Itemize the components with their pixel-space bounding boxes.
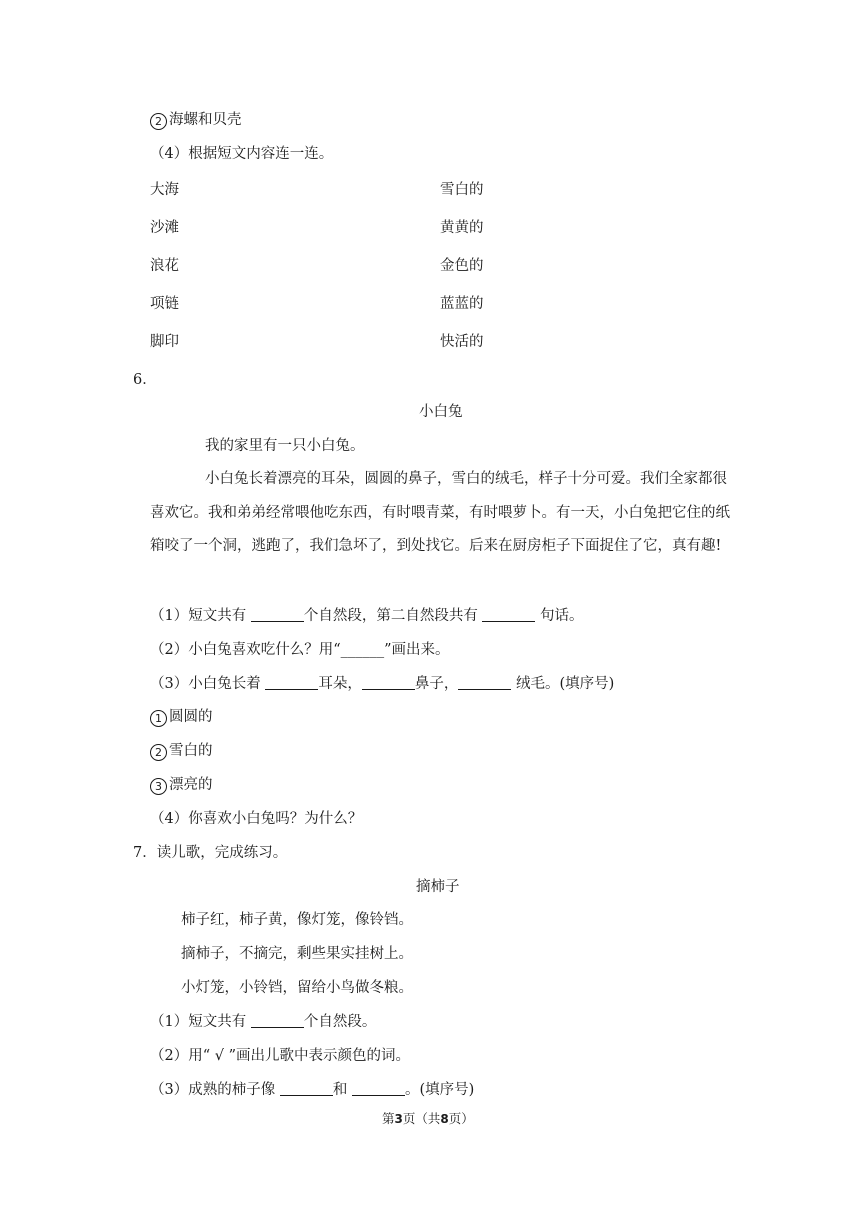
poem-line: 摘柿子，不摘完，剩些果实挂树上。 (181, 946, 413, 962)
poem-line: 小灯笼，小铃铛，留给小鸟做冬粮。 (181, 980, 413, 996)
answer-blank[interactable] (251, 1015, 304, 1028)
q7-heading: 7．读儿歌，完成练习。 (133, 845, 288, 861)
circled-number: 2 (150, 113, 167, 130)
answer-blank[interactable] (280, 1083, 333, 1096)
q6-para2: 小白兔长着漂亮的耳朵，圆圆的鼻子，雪白的绒毛，样子十分可爱。我们全家都很喜欢它。我和弟弟经常喂他吃东西，有时喂青菜，有时喂萝卜。有一天，小白兔把它住的纸箱咬了一个洞，逃跑了，我们急坏了，到处找它。后来在厨房柜子下面捉住了它，真有趣! (150, 471, 730, 554)
answer-blank[interactable] (251, 609, 304, 622)
answer-blank[interactable] (362, 677, 415, 690)
answer-blank[interactable] (265, 677, 318, 690)
circled-number: 3 (150, 778, 167, 795)
answer-blank[interactable] (458, 677, 511, 690)
q6-number: 6． (133, 372, 157, 388)
right-word: 雪白的 (440, 182, 484, 198)
circled-number: 1 (150, 710, 167, 727)
right-word: 快活的 (440, 334, 484, 350)
right-word: 黄黄的 (440, 220, 484, 236)
answer-blank[interactable] (482, 609, 535, 622)
q5-sub4: （4）根据短文内容连一连。 (150, 146, 334, 162)
q6-option-3: 3 漂亮的 (150, 778, 213, 795)
q7-sub3: （3）成熟的柿子像 和 。(填序号) (150, 1082, 475, 1098)
q6-para1: 我的家里有一只小白兔。 (205, 438, 365, 454)
left-word: 脚印 (150, 334, 179, 350)
q6-option-2: 2 雪白的 (150, 744, 213, 761)
q5-option-2: 2 海螺和贝壳 (150, 113, 242, 130)
right-word: 蓝蓝的 (440, 296, 484, 312)
right-word: 金色的 (440, 258, 484, 274)
page-footer: 第3页（共8页） (382, 1111, 474, 1126)
page-number: 3 (394, 1112, 403, 1126)
left-word: 项链 (150, 296, 179, 312)
left-word: 浪花 (150, 258, 179, 274)
q6-title: 小白兔 (419, 404, 463, 420)
q7-title: 摘柿子 (416, 879, 460, 895)
total-pages: 8 (440, 1112, 449, 1126)
left-word: 沙滩 (150, 220, 179, 236)
q6-sub4: （4）你喜欢小白兔吗？为什么？ (150, 811, 363, 827)
answer-blank[interactable] (352, 1083, 405, 1096)
q6-option-1: 1 圆圆的 (150, 710, 213, 727)
q7-sub2: （2）用“ √ ”画出儿歌中表示颜色的词。 (150, 1048, 411, 1064)
circled-number: 2 (150, 744, 167, 761)
q6-sub3: （3）小白兔长着 耳朵， 鼻子， 绒毛。(填序号) (150, 676, 615, 692)
q6-sub2: （2）小白兔喜欢吃什么？用“______”画出来。 (150, 642, 450, 658)
left-word: 大海 (150, 182, 179, 198)
poem-line: 柿子红，柿子黄，像灯笼，像铃铛。 (181, 912, 413, 928)
q6-sub1: （1）短文共有 个自然段，第二自然段共有 句话。 (150, 608, 584, 624)
q7-sub1: （1）短文共有 个自然段。 (150, 1014, 377, 1030)
